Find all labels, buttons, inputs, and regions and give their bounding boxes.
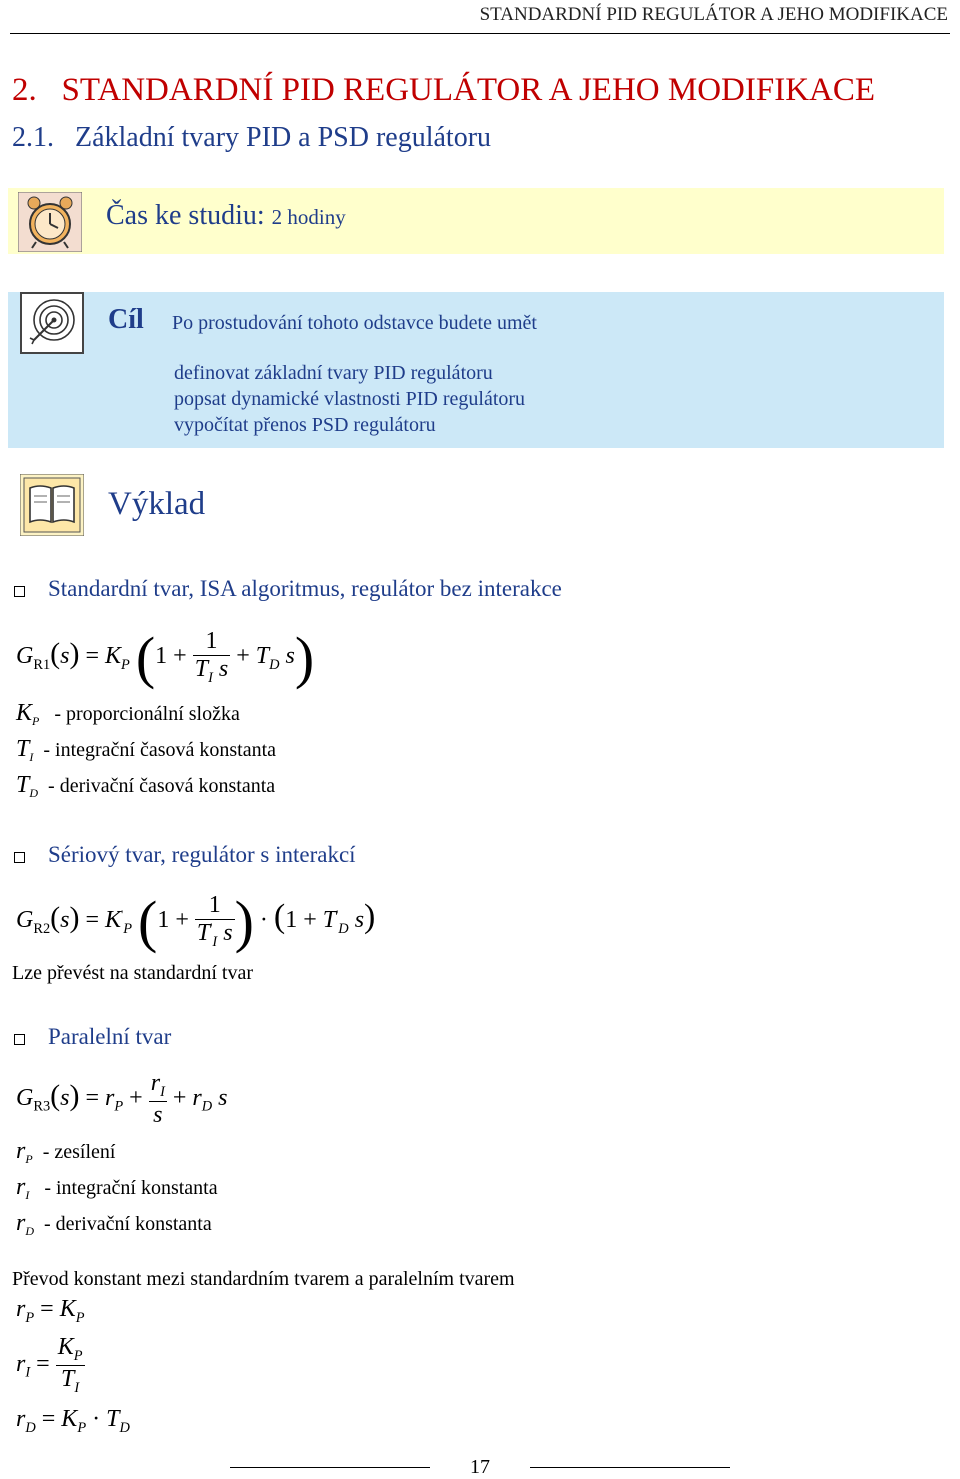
parallel-form-equation: $G_{R3}(s) = r_P$ + $\frac{r_I}{s}$ + $r_D$ s xyxy=(16,1070,228,1128)
study-time xyxy=(106,200,346,232)
parallel-ri-row: $r_I$ - integrační konstanta xyxy=(16,1174,218,1202)
parallel-rp-row: $r_P$ - zesílení xyxy=(16,1138,116,1166)
page-number: 17 xyxy=(470,1456,490,1478)
goal-label: Cíl xyxy=(108,304,144,335)
conversion-eq-rp: $r_P = K_P$ xyxy=(16,1296,85,1326)
chapter-title: 2. STANDARDNÍ PID REGULÁTOR A JEHO MODIFIKACE xyxy=(12,72,876,108)
serial-form-equation: $G_{R2}(s) = K'_P$ (1 + $\frac{1}{T'_I s}$ ) · ($1 + T'_D$ s) xyxy=(16,889,376,954)
serial-form-heading: Sériový tvar, regulátor s interakcí xyxy=(48,842,356,867)
standard-form-equation: $G_{R1}(s) = K_P$ (1 + $\frac{1}{T_I s}$ + $T_D$ s) xyxy=(16,625,315,690)
parallel-form-heading: Paralelní tvar xyxy=(48,1024,172,1049)
header-rule xyxy=(10,33,950,34)
checkbox-bullet-icon xyxy=(14,1034,25,1045)
target-icon xyxy=(20,292,84,352)
standard-form-heading: Standardní tvar, ISA algoritmus, regulátor bez interakce xyxy=(48,576,562,601)
open-book-icon xyxy=(20,474,84,534)
conversion-eq-rd: $r_D = K_P \cdot T_D$ xyxy=(16,1406,130,1436)
alarm-clock-icon xyxy=(18,192,82,252)
ri-description: - integrační konstanta xyxy=(44,1177,218,1199)
conversion-eq-ri: $r_I$ = $\frac{K_P}{T_I}$ xyxy=(16,1334,83,1396)
serial-note: Lze převést na standardní tvar xyxy=(12,962,254,984)
goal-intro: Po prostudování tohoto odstavce budete umět xyxy=(172,312,537,334)
section-title: 2.1. Základní tvary PID a PSD regulátoru xyxy=(12,122,492,153)
td-description: - derivační časová konstanta xyxy=(48,775,276,797)
parallel-rd-row: $r_D$ - derivační konstanta xyxy=(16,1210,212,1238)
footer-rule-right xyxy=(530,1467,730,1468)
checkbox-bullet-icon xyxy=(14,586,25,597)
footer-rule-left xyxy=(230,1467,430,1468)
goal-item: definovat základní tvary PID regulátoru xyxy=(174,362,493,384)
rd-description: - derivační konstanta xyxy=(44,1213,212,1235)
goal-item: vypočítat přenos PSD regulátoru xyxy=(174,414,436,436)
study-time-value: 2 hodiny xyxy=(271,205,346,229)
study-time-label: Čas ke studiu: xyxy=(106,200,265,231)
running-header: STANDARDNÍ PID REGULÁTOR A JEHO MODIFIKACE xyxy=(479,4,948,25)
conversion-title: Převod konstant mezi standardním tvarem a paralelním tvarem xyxy=(12,1268,515,1290)
explanation-heading: Výklad xyxy=(108,486,206,522)
standard-kp-row: $K_P$ - proporcionální složka xyxy=(16,700,240,728)
standard-ti-row: $T_I$ - integrační časová konstanta xyxy=(16,736,277,764)
goal-list xyxy=(174,360,525,438)
ti-description: - integrační časová konstanta xyxy=(43,739,277,761)
kp-description: - proporcionální složka xyxy=(54,703,240,725)
rp-description: - zesílení xyxy=(42,1141,116,1163)
goal-item: popsat dynamické vlastnosti PID regulátoru xyxy=(174,388,526,410)
checkbox-bullet-icon xyxy=(14,852,25,863)
standard-td-row: $T_D$ - derivační časová konstanta xyxy=(16,772,276,800)
